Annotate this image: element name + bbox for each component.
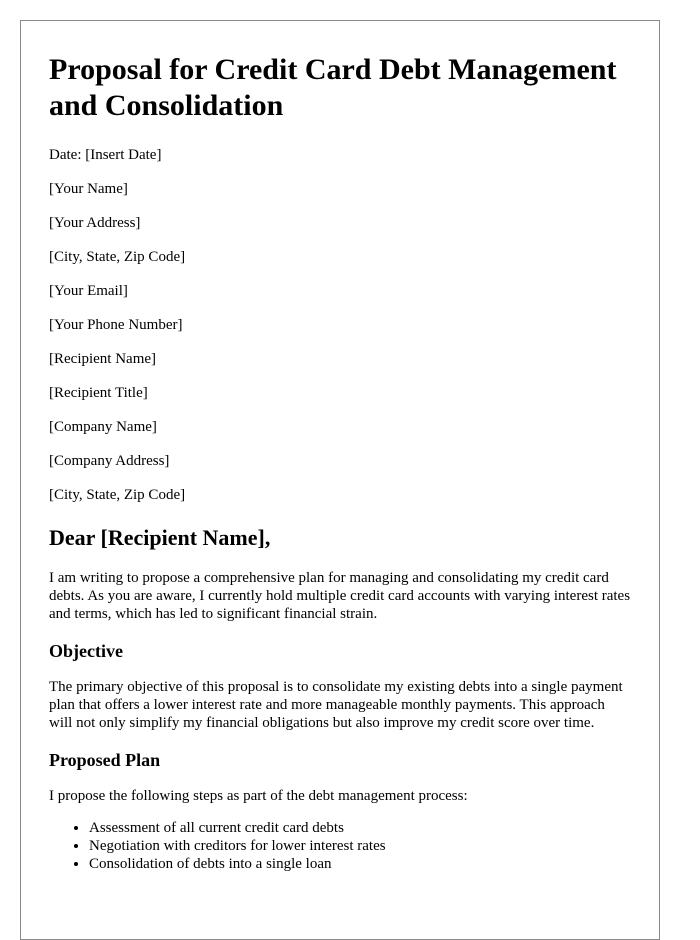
list-item: • Assessment of all current credit card debts — [89, 819, 631, 837]
recipient-name: [Recipient Name] — [49, 351, 157, 367]
list-item: • Negotiation with creditors for lower interest rates — [89, 837, 631, 855]
proposed-plan-paragraph: I propose the following steps as part of the debt management process: — [49, 788, 468, 804]
sender-city-state-zip: [City, State, Zip Code] — [49, 249, 186, 265]
letter-page — [20, 20, 660, 940]
document-title: Proposal for Credit Card Debt Management and Consolidation — [49, 53, 617, 122]
plan-steps-list — [49, 819, 631, 873]
company-name: [Company Name] — [49, 419, 157, 435]
recipient-title: [Recipient Title] — [49, 385, 148, 401]
sender-address: [Your Address] — [49, 215, 141, 231]
sender-phone: [Your Phone Number] — [49, 317, 183, 333]
proposed-plan-heading: Proposed Plan — [49, 750, 161, 770]
list-item: • Consolidation of debts into a single loan — [89, 855, 631, 873]
salutation: Dear [Recipient Name], — [49, 525, 271, 550]
company-city-state-zip: [City, State, Zip Code] — [49, 487, 186, 503]
sender-email: [Your Email] — [49, 283, 128, 299]
date-line: Date: [Insert Date] — [49, 147, 162, 163]
objective-paragraph: The primary objective of this proposal is to consolidate my existing debts into a single payment plan that offers a lower interest rate and more manageable monthly payments. This approach will not only simplify my financial obligations but also improve my credit score over time. — [49, 679, 623, 731]
sender-name: [Your Name] — [49, 181, 128, 197]
objective-heading: Objective — [49, 641, 123, 661]
intro-paragraph: I am writing to propose a comprehensive plan for managing and consolidating my credit card debts. As you are aware, I currently hold multiple credit card accounts with varying interest rates and terms, which has led to significant financial strain. — [49, 570, 631, 622]
company-address: [Company Address] — [49, 453, 170, 469]
header-block — [49, 146, 631, 504]
